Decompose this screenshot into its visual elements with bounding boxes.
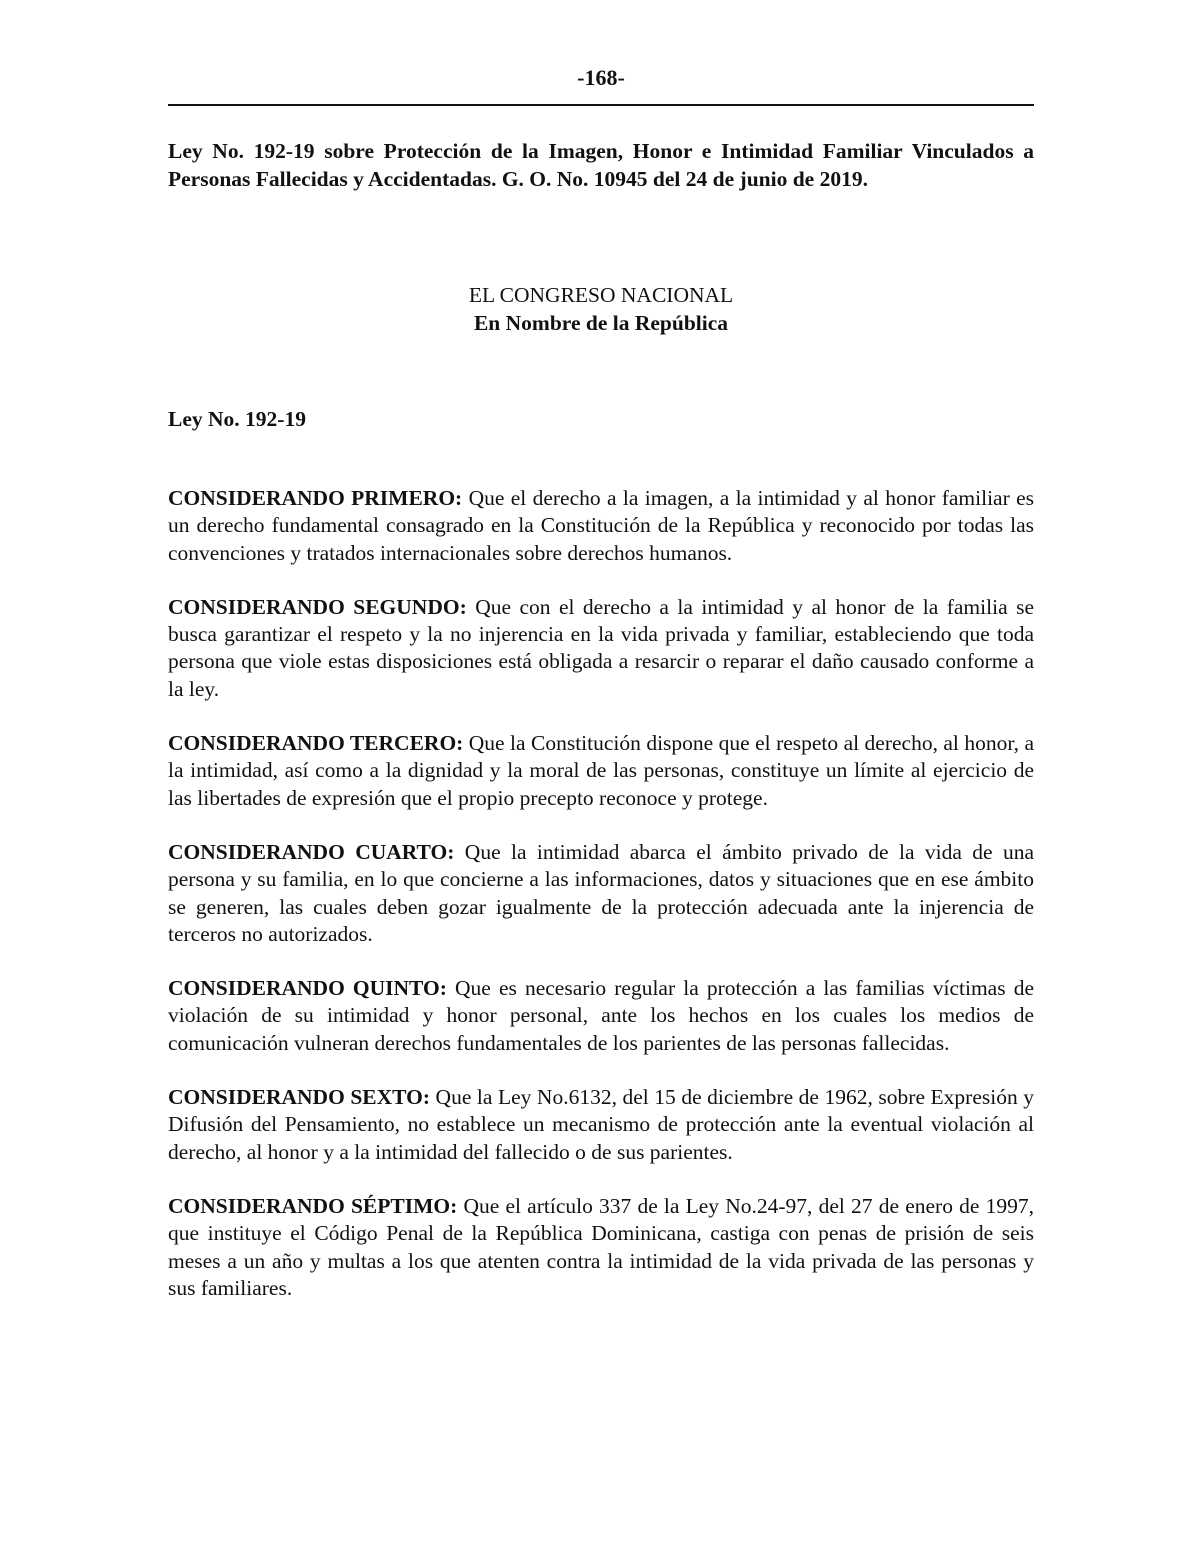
considerando-text: Que con el derecho a la intimidad y al honor de la familia se busca garantizar el respeto y la no injerencia en la vida privada y familiar, estableciendo que toda persona que viole estas disposiciones está obligada a resarcir o reparar el daño causado conforme a la ley.	[168, 594, 1034, 701]
considerando-segundo	[168, 594, 1034, 703]
page-number: -168-	[577, 65, 625, 90]
law-number: Ley No. 192-19	[168, 407, 306, 431]
considerando-label: CONSIDERANDO SÉPTIMO:	[168, 1193, 458, 1218]
considerando-text: Que la Ley No.6132, del 15 de diciembre de 1962, sobre Expresión y Difusión del Pensamiento, no establece un mecanismo de protección ante la eventual violación al derecho, al honor y a la intimidad del fallecido o de sus parientes.	[168, 1085, 1034, 1164]
considerando-text: Que la intimidad abarca el ámbito privado de la vida de una persona y su familia, en lo que concierne a las informaciones, datos y situaciones que en ese ámbito se generen, las cuales deben gozar igualmente de la protección adecuada ante la injerencia de terceros no autorizados.	[168, 839, 1035, 946]
considerando-text: Que la Constitución dispone que el respeto al derecho, al honor, a la intimidad, así como a la dignidad y la moral de las personas, constituye un límite al ejercicio de las libertades de expresión que el propio precepto reconoce y protege.	[168, 731, 1034, 810]
considerando-label: CONSIDERANDO SEXTO:	[168, 1085, 430, 1110]
considerando-label: CONSIDERANDO PRIMERO:	[168, 486, 463, 510]
considerando-primero	[168, 485, 1034, 567]
congress-header	[168, 281, 1034, 337]
congress-heading: EL CONGRESO NACIONAL	[468, 283, 734, 307]
considerando-sexto	[168, 1084, 1034, 1166]
considerando-label: CONSIDERANDO SEGUNDO:	[168, 594, 467, 619]
considerando-text: Que el artículo 337 de la Ley No.24-97, del 27 de enero de 1997, que instituye el Código Penal de la República Dominicana, castiga con penas de prisión de seis meses a un año y multas a los que atenten contra la intimidad de la vida privada de las personas y sus familiares.	[168, 1193, 1034, 1300]
considerando-quinto	[168, 975, 1034, 1057]
considerando-text: Que es necesario regular la protección a las familias víctimas de violación de su intimidad y honor personal, ante los hechos en los cuales los medios de comunicación vulneran derechos fundamentales de los parientes de las personas fallecidas.	[168, 976, 1034, 1055]
republic-heading: En Nombre de la República	[473, 311, 729, 335]
considerando-text: Que el derecho a la imagen, a la intimidad y al honor familiar es un derecho fundamental consagrado en la Constitución de la República y reconocido por todas las convenciones y tratados internacionales sobre derechos humanos.	[168, 486, 1035, 565]
considerando-cuarto	[168, 839, 1034, 948]
considerandos-list	[168, 485, 1034, 1302]
document-page	[168, 64, 1034, 1329]
law-title: Ley No. 192-19 sobre Protección de la Imagen, Honor e Intimidad Familiar Vinculados a Personas Fallecidas y Accidentadas. G. O. No. 10945 del 24 de junio de 2019.	[168, 139, 1034, 191]
considerando-tercero	[168, 730, 1034, 812]
considerando-label: CONSIDERANDO QUINTO:	[168, 976, 447, 1001]
header-rule	[168, 104, 1034, 106]
considerando-label: CONSIDERANDO TERCERO:	[168, 731, 464, 756]
considerando-label: CONSIDERANDO CUARTO:	[168, 839, 455, 864]
considerando-septimo	[168, 1193, 1034, 1302]
